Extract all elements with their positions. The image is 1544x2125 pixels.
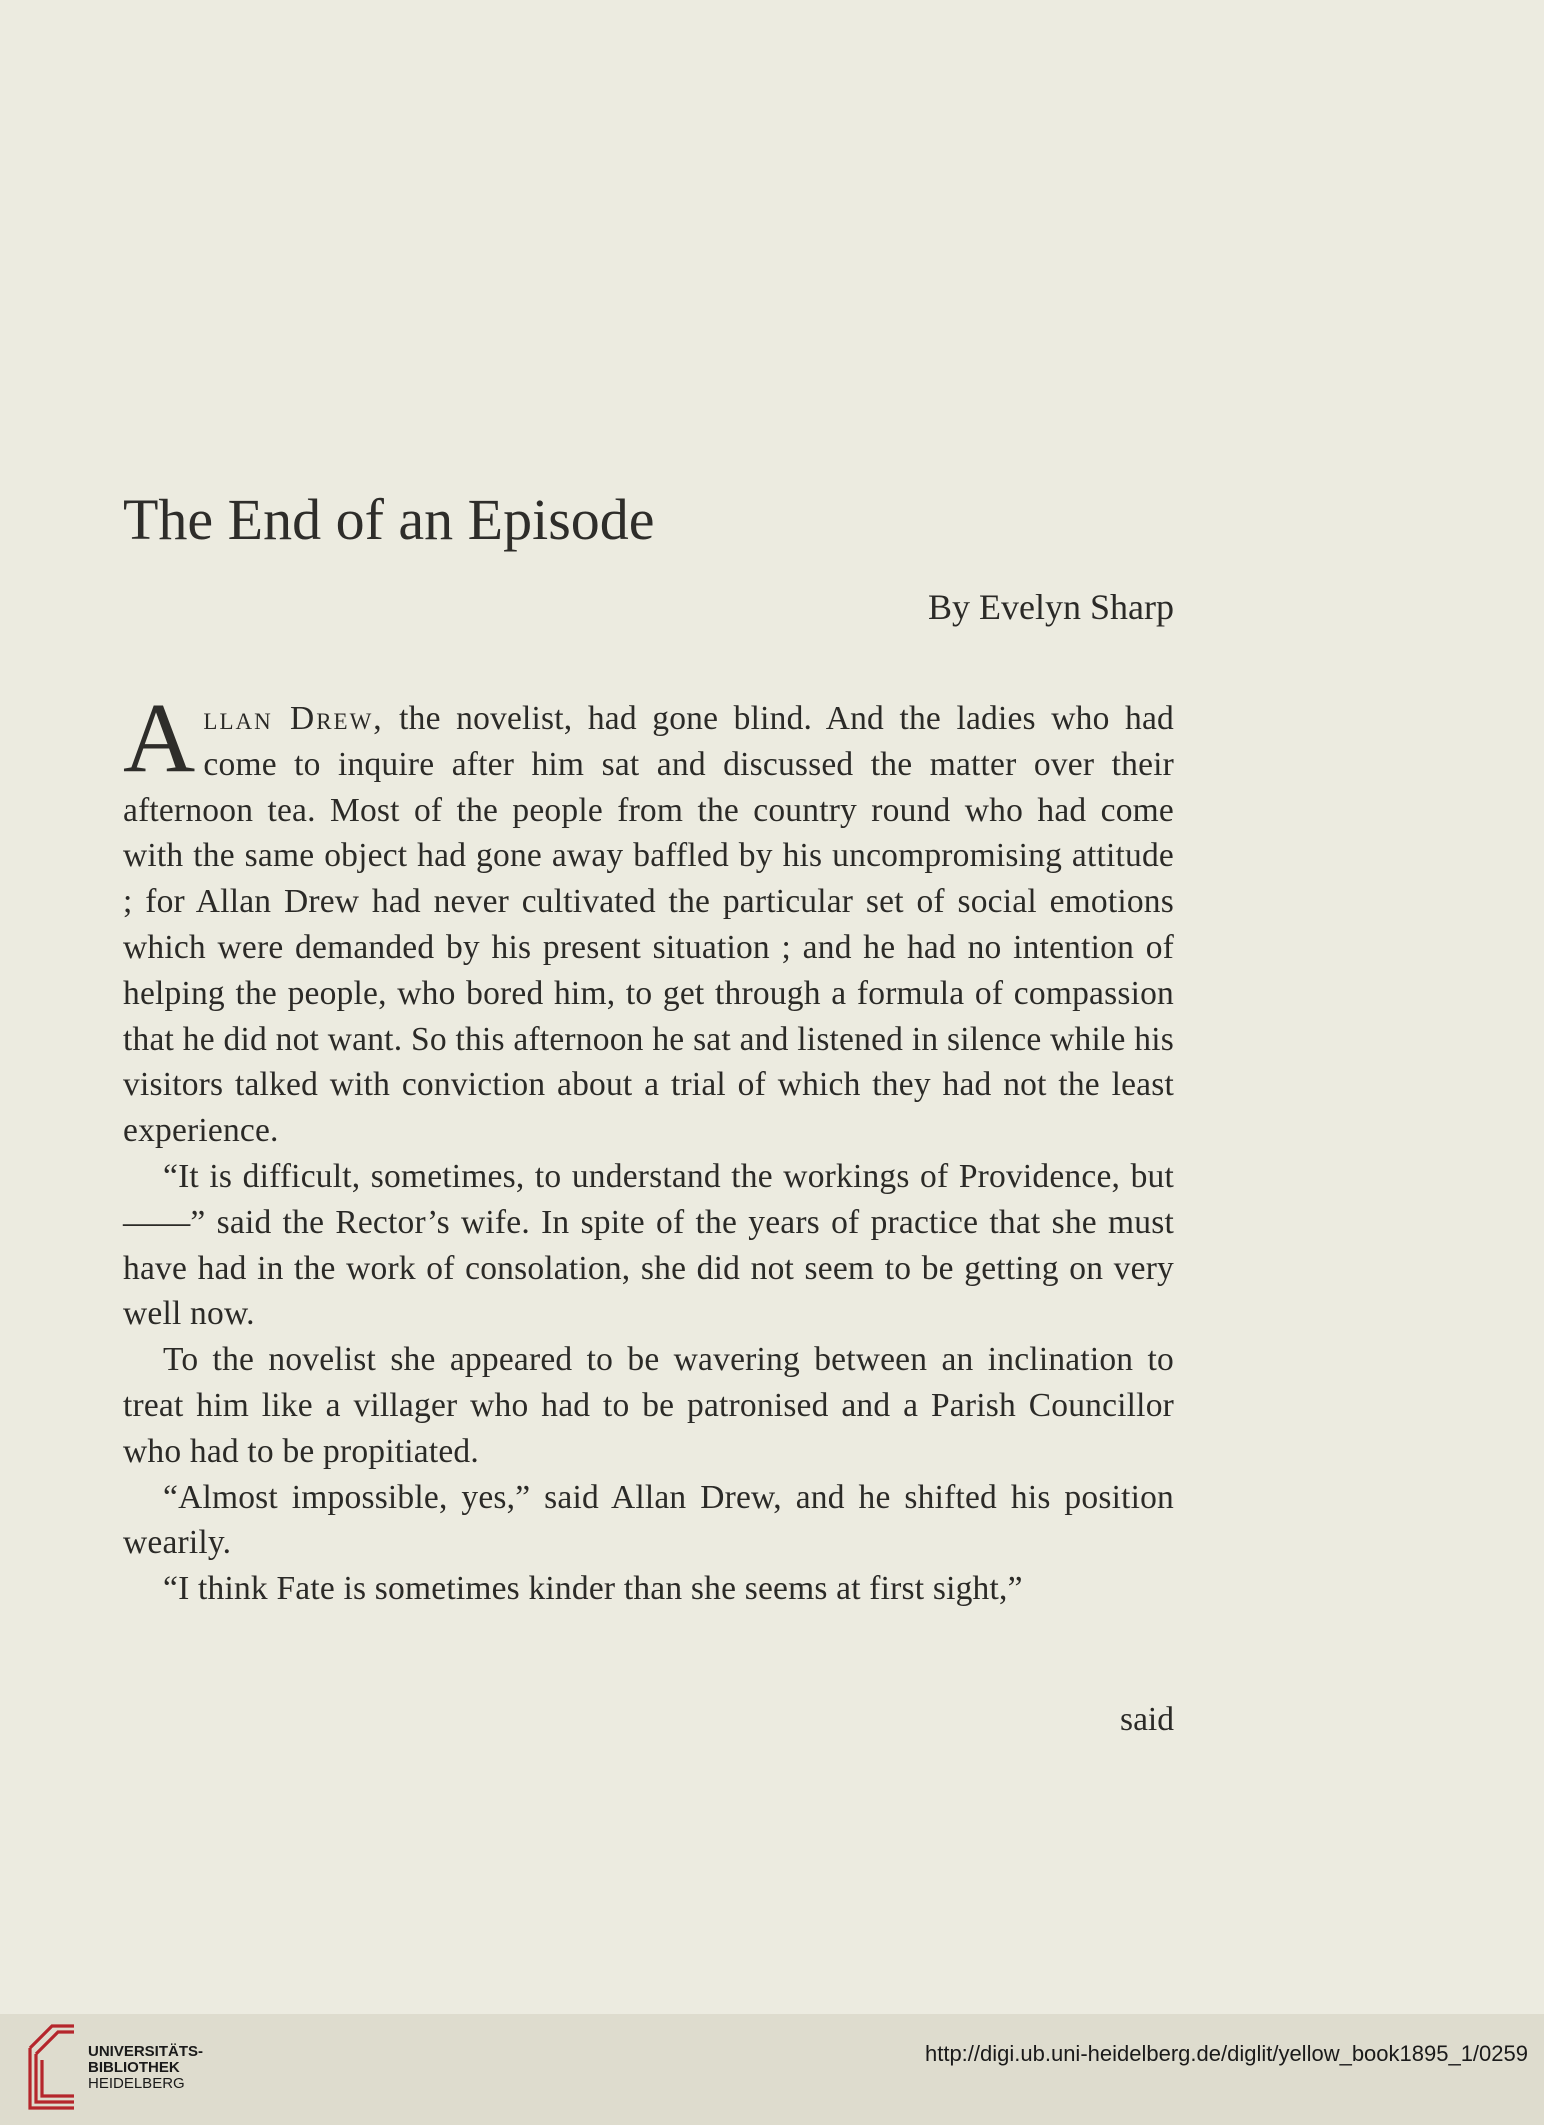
opening-smallcaps: llan Drew, — [203, 700, 384, 737]
catchword: said — [1120, 1701, 1174, 1738]
library-name — [88, 2044, 203, 2092]
paragraph-5: “I think Fate is sometimes kinder than she seems at first sight,” — [163, 1570, 1023, 1608]
drop-cap: A — [123, 682, 196, 793]
article-byline: By Evelyn Sharp — [928, 587, 1174, 627]
article-body — [123, 682, 1174, 1612]
library-name-line1: UNIVERSITÄTS- — [88, 2043, 204, 2060]
footer-bar — [0, 2014, 1544, 2125]
library-name-line3: HEIDELBERG — [88, 2075, 185, 2092]
paragraph-4: “Almost impossible, yes,” said Allan Drew, and he shifted his position wearily. — [123, 1478, 1174, 1562]
library-name-line2: BIBLIOTHEK — [88, 2059, 180, 2076]
article-title: The End of an Episode — [123, 487, 655, 552]
source-url-link[interactable]: http://digi.ub.uni-heidelberg.de/diglit/yellow_book1895_1/0259 — [924, 2041, 1528, 2066]
paragraph-1-text: the novelist, had gone blind. And the ladies who had come to inquire after him sat and discussed the matter over their afternoon tea. Most of the people from the country round who had come with the same object had gone away baffled by his uncompromising attitude ; for Allan Drew had never cultivated the particular set of social emotions which were demanded by his present situation ; and he had no intention of helping the people, who bored him, to get through a formula of compassion that he did not want. So this afternoon he sat and listened in silence while his visitors talked with conviction about a trial of which they had not the least experience. — [123, 700, 1174, 1150]
library-logo-icon — [22, 2018, 80, 2114]
paragraph-3: To the novelist she appeared to be wavering between an inclination to treat him like a villager who had to be patronised and a Parish Councillor who had to be propitiated. — [123, 1341, 1174, 1470]
paragraph-1 — [123, 682, 1174, 1154]
paragraph-2: “It is difficult, sometimes, to understand the workings of Providence, but——” said the Rector’s wife. In spite of the years of practice that she must have had in the work of consolation, she did not seem to be getting on very well now. — [123, 1157, 1174, 1333]
